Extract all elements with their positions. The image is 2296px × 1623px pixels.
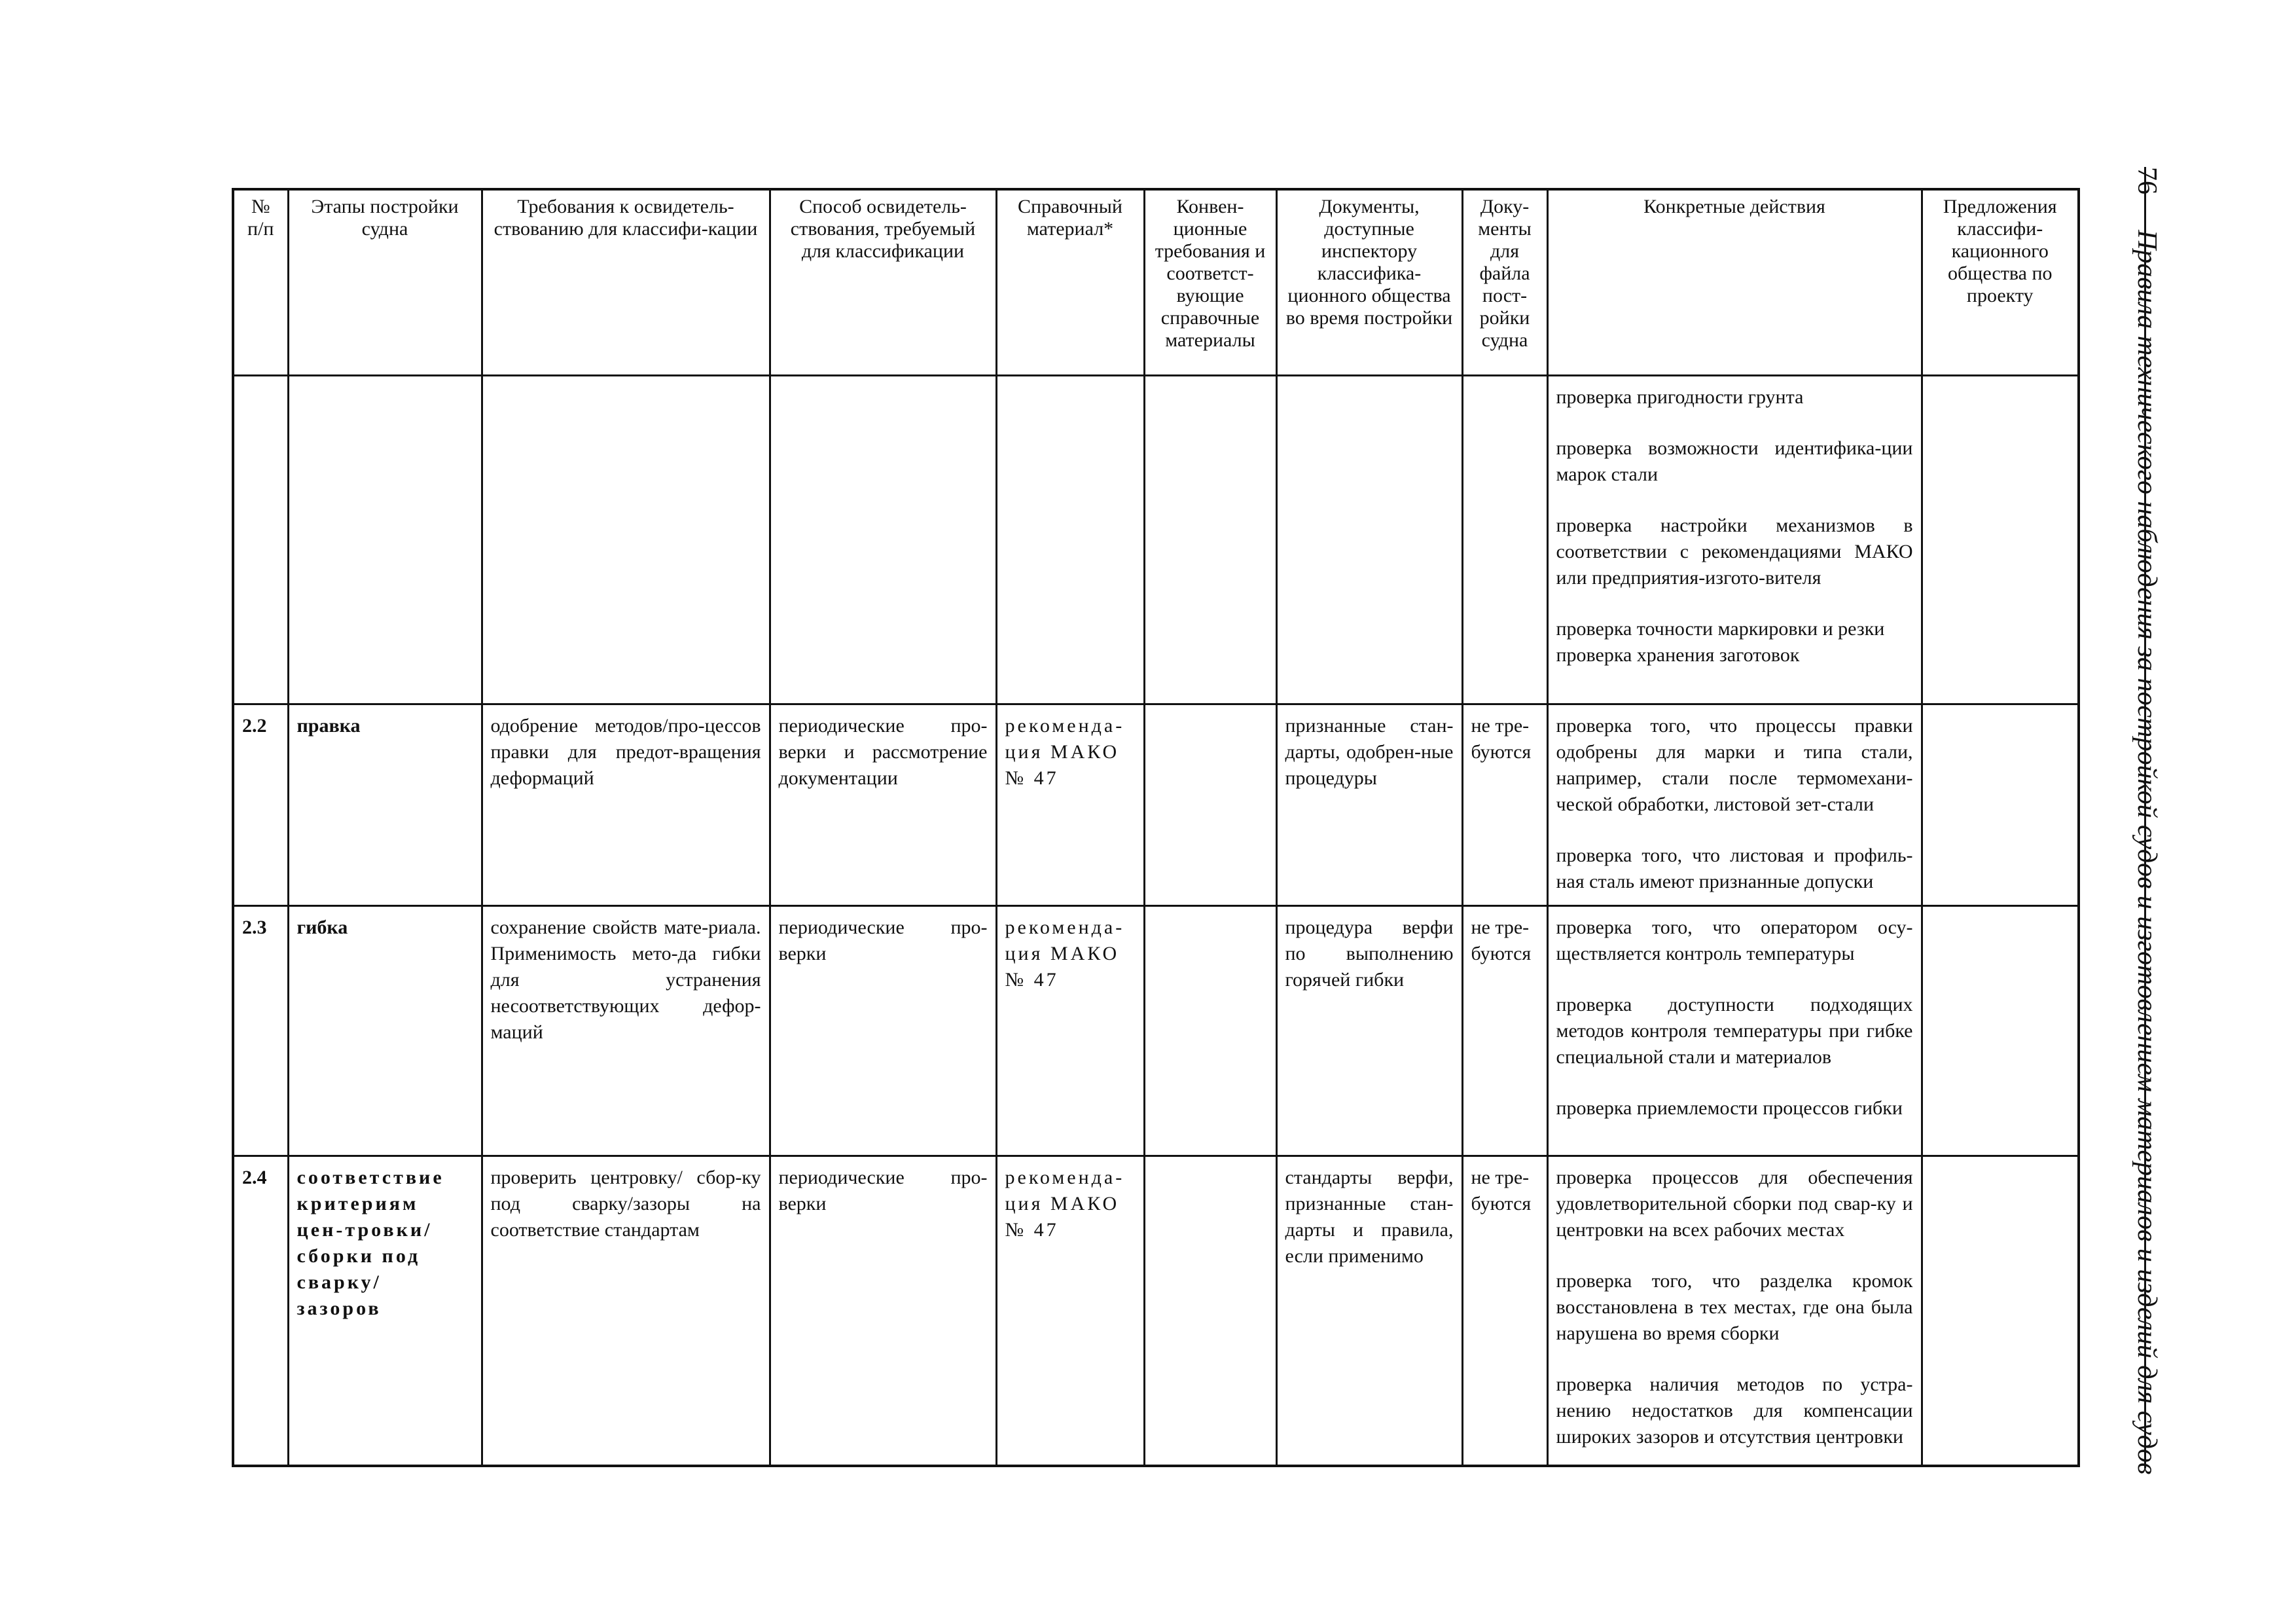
cell-convention xyxy=(1144,905,1276,1156)
cell-file-docs: не тре-буются xyxy=(1462,704,1547,905)
action-item: проверка настройки механизмов в соответствии с рекомендациями МАКО или предприятия-изгото-вителя xyxy=(1556,514,1913,589)
action-item: проверка процессов для обеспечения удовлетворительной сборки под свар-ку и центровки на всех рабочих местах xyxy=(1556,1166,1913,1241)
cell-method: периодические про-верки xyxy=(770,905,996,1156)
cell-convention xyxy=(1144,375,1276,704)
action-item: проверка хранения заготовок xyxy=(1556,644,1800,666)
page-number: 76 xyxy=(2132,167,2162,194)
inspection-table xyxy=(232,188,2080,1467)
table-row xyxy=(233,704,2079,905)
col-header-file-docs: Доку-менты для файла пост-ройки судна xyxy=(1462,189,1547,375)
running-title: Правила технического наблюдения за постройкой судов и изготовлением материалов и изделий для судов xyxy=(2132,230,2162,1475)
col-header-documents: Документы, доступные инспектору классифика-ционного общества во время постройки xyxy=(1276,189,1462,375)
cell-reference: рекоменда-ция МАКО № 47 xyxy=(996,704,1144,905)
running-header xyxy=(2121,167,2173,1476)
table-header-row xyxy=(233,189,2079,375)
cell-requirement xyxy=(482,375,770,704)
col-header-requirement: Требования к освидетель-ствованию для классифи-кации xyxy=(482,189,770,375)
action-item: проверка наличия методов по устра-нению недостатков для компенсации широких зазоров и отсутствия центровки xyxy=(1556,1373,1913,1448)
action-item: проверка точности маркировки и резки xyxy=(1556,617,1885,640)
cell-convention xyxy=(1144,1156,1276,1466)
action-item: проверка возможности идентифика-ции марок стали xyxy=(1556,437,1913,485)
cell-actions xyxy=(1547,1156,1922,1466)
cell-actions xyxy=(1547,905,1922,1156)
cell-documents xyxy=(1276,375,1462,704)
col-header-actions: Конкретные действия xyxy=(1547,189,1922,375)
col-header-method: Способ освидетель-ствования, требуемый для классификации xyxy=(770,189,996,375)
col-header-proposals: Предложения классифи-кационного общества по проекту xyxy=(1922,189,2079,375)
action-item: проверка того, что разделка кромок восстановлена в тех местах, где она была нарушена во время сборки xyxy=(1556,1269,1913,1344)
cell-stage xyxy=(288,375,482,704)
action-item: проверка того, что оператором осу-ществляется контроль температуры xyxy=(1556,916,1913,964)
action-item: проверка того, что листовая и профиль-ная сталь имеют признанные допуски xyxy=(1556,844,1913,892)
cell-documents: процедура верфи по выполнению горячей гибки xyxy=(1276,905,1462,1156)
cell-convention xyxy=(1144,704,1276,905)
cell-requirement: проверить центровку/ сбор-ку под сварку/зазоры на соответствие стандартам xyxy=(482,1156,770,1466)
cell-num: 2.2 xyxy=(233,704,288,905)
col-header-stage: Этапы постройки судна xyxy=(288,189,482,375)
cell-num xyxy=(233,375,288,704)
cell-reference xyxy=(996,375,1144,704)
cell-method xyxy=(770,375,996,704)
cell-reference: рекоменда-ция МАКО № 47 xyxy=(996,905,1144,1156)
cell-file-docs: не тре-буются xyxy=(1462,905,1547,1156)
action-item: проверка пригодности грунта xyxy=(1556,386,1804,408)
cell-documents: стандарты верфи, признанные стан-дарты и правила, если применимо xyxy=(1276,1156,1462,1466)
cell-reference: рекоменда-ция МАКО № 47 xyxy=(996,1156,1144,1466)
cell-actions xyxy=(1547,375,1922,704)
cell-proposals xyxy=(1922,704,2079,905)
col-header-num: № п/п xyxy=(233,189,288,375)
action-item: проверка приемлемости процессов гибки xyxy=(1556,1097,1903,1119)
table-row xyxy=(233,375,2079,704)
action-item: проверка того, что процессы правки одобрены для марки и типа стали, например, стали после термомехани-ческой обработки, листовой зет-стали xyxy=(1556,714,1913,815)
table-row xyxy=(233,905,2079,1156)
cell-method: периодические про-верки xyxy=(770,1156,996,1466)
cell-proposals xyxy=(1922,1156,2079,1466)
cell-requirement: сохранение свойств мате-риала. Применимость мето-да гибки для устранения несоответствующих дефор-маций xyxy=(482,905,770,1156)
cell-proposals xyxy=(1922,905,2079,1156)
cell-documents: признанные стан-дарты, одобрен-ные процедуры xyxy=(1276,704,1462,905)
cell-file-docs xyxy=(1462,375,1547,704)
cell-stage: правка xyxy=(288,704,482,905)
cell-method: периодические про-верки и рассмотрение документации xyxy=(770,704,996,905)
cell-requirement: одобрение методов/про-цессов правки для предот-вращения деформаций xyxy=(482,704,770,905)
cell-actions xyxy=(1547,704,1922,905)
col-header-reference: Справочный материал* xyxy=(996,189,1144,375)
cell-num: 2.3 xyxy=(233,905,288,1156)
cell-file-docs: не тре-буются xyxy=(1462,1156,1547,1466)
cell-proposals xyxy=(1922,375,2079,704)
action-item: проверка доступности подходящих методов контроля температуры при гибке специальной стали и материалов xyxy=(1556,993,1913,1068)
cell-stage: соответствие критериям цен-тровки/ сборки под сварку/ зазоров xyxy=(288,1156,482,1466)
col-header-convention: Конвен-ционные требования и соответст-вующие справочные материалы xyxy=(1144,189,1276,375)
table-row xyxy=(233,1156,2079,1466)
cell-stage: гибка xyxy=(288,905,482,1156)
cell-num: 2.4 xyxy=(233,1156,288,1466)
